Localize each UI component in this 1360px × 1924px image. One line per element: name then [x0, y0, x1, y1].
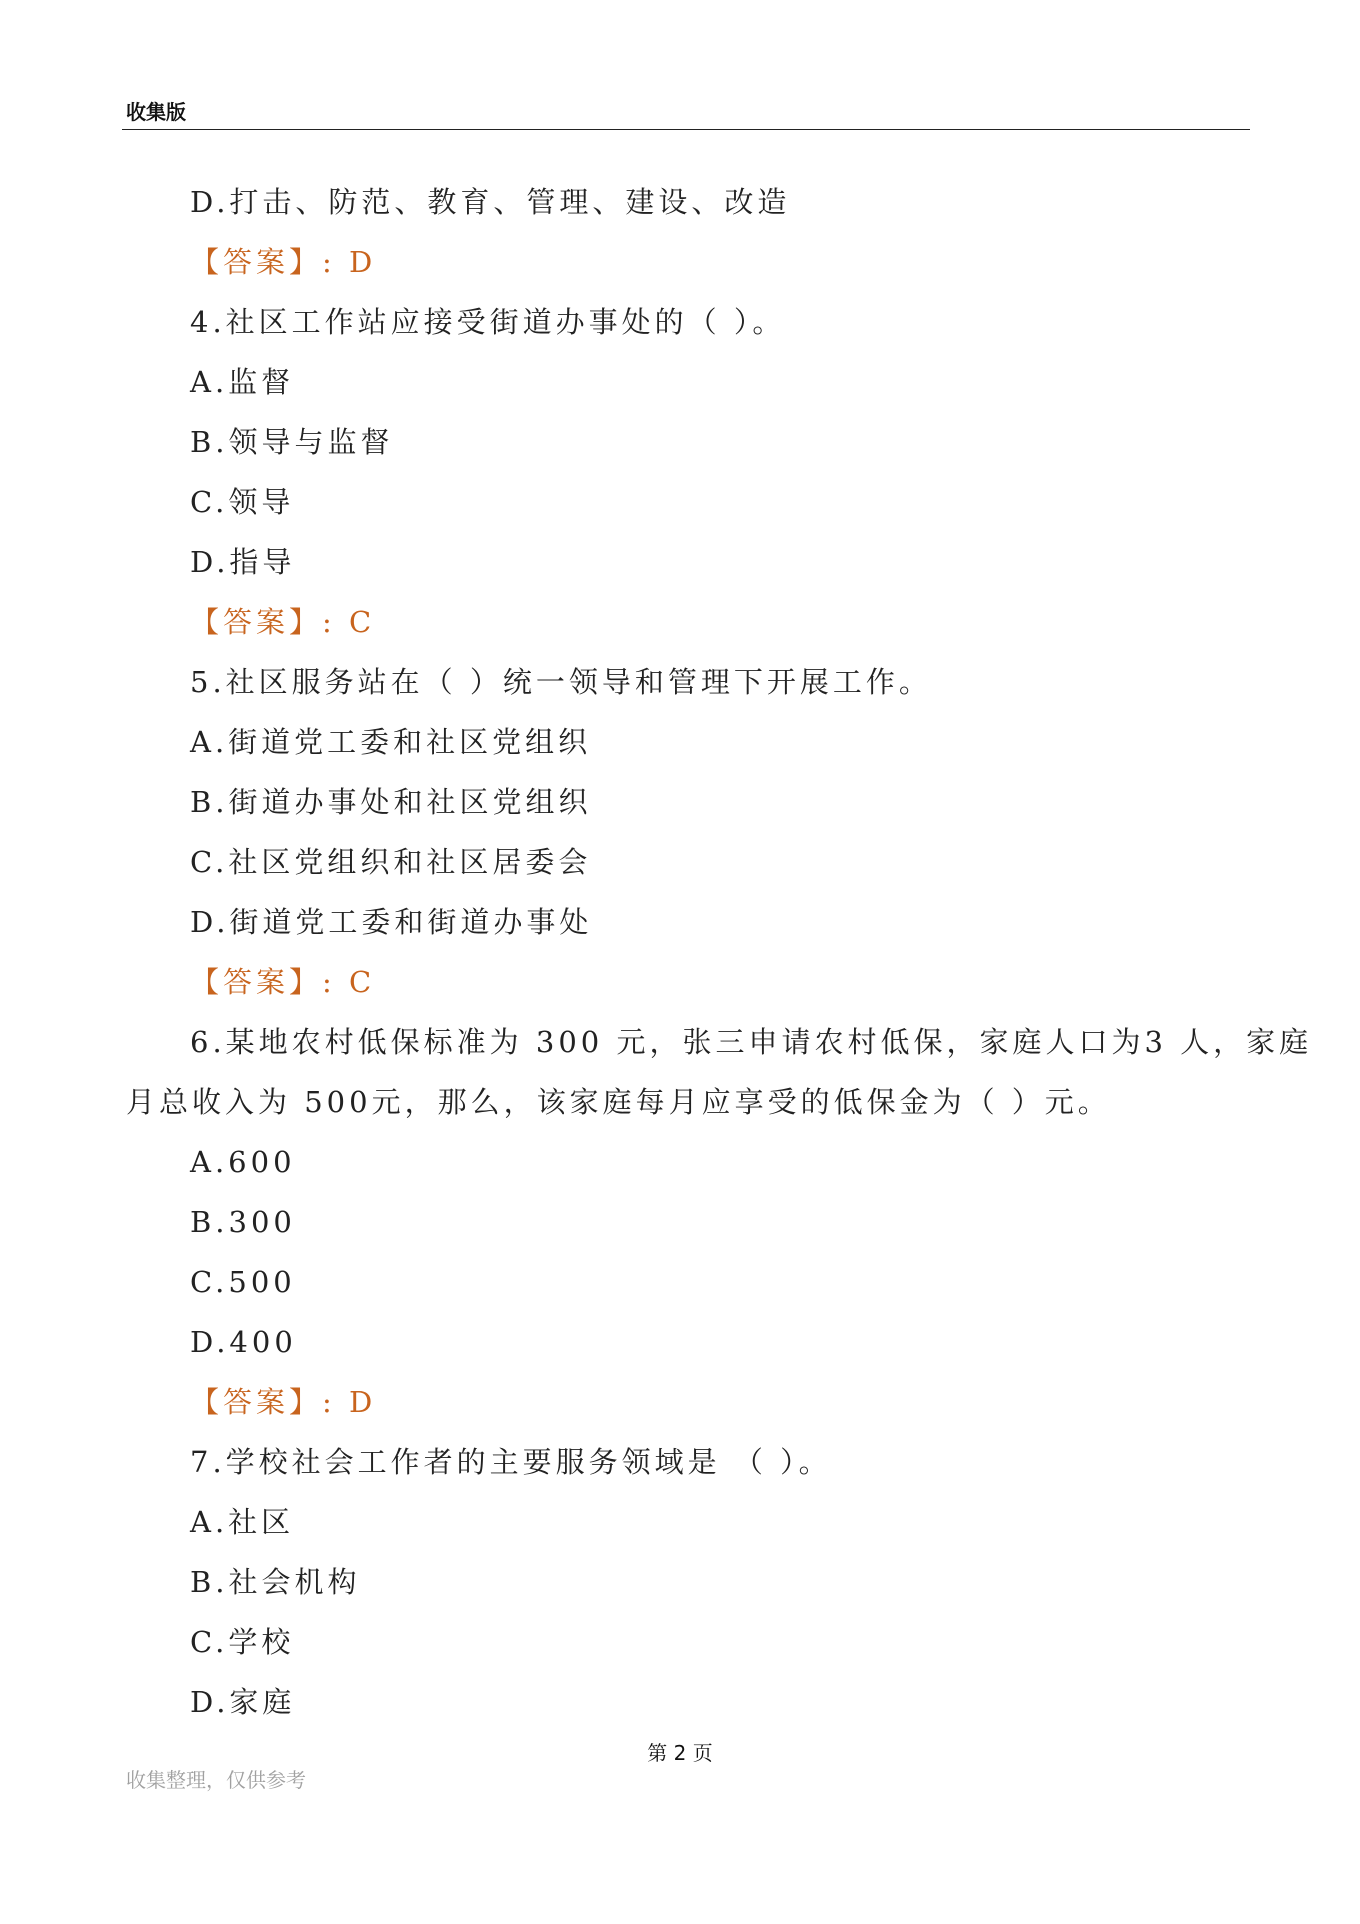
option-line: B.街道办事处和社区党组织	[190, 785, 592, 819]
option-line: B.领导与监督	[190, 425, 394, 459]
option-line: A.社区	[190, 1505, 295, 1539]
option-line: D.街道党工委和街道办事处	[190, 905, 593, 939]
option-line: A.监督	[190, 365, 295, 399]
page-number: 第 2 页	[647, 1741, 713, 1765]
option-line: B.300	[190, 1205, 296, 1239]
option-line: D.打击、防范、教育、管理、建设、改造	[190, 185, 791, 219]
option-line: C.500	[190, 1265, 296, 1299]
answer-line: 【答案】: D	[190, 1385, 377, 1419]
option-line: C.领导	[190, 485, 295, 519]
document-body	[126, 172, 1313, 1732]
option-line: A.街道党工委和社区党组织	[190, 725, 592, 759]
answer-line: 【答案】: C	[190, 605, 376, 639]
option-line: D.400	[190, 1325, 297, 1359]
option-line: C.学校	[190, 1625, 295, 1659]
question-line: 5.社区服务站在（ ）统一领导和管理下开展工作。	[190, 665, 932, 699]
option-line: B.社会机构	[190, 1565, 361, 1599]
question-line: 4.社区工作站应接受街道办事处的（ ）。	[190, 305, 786, 339]
question-line: 6.某地农村低保标准为 300 元，张三申请农村低保，家庭人口为3 人，家庭	[190, 1025, 1313, 1059]
option-line: D.家庭	[190, 1685, 296, 1719]
page-header-title: 收集版	[126, 100, 186, 124]
option-line: D.指导	[190, 545, 296, 579]
header-divider	[122, 129, 1250, 130]
answer-line: 【答案】: C	[190, 965, 376, 999]
question-line: 7.学校社会工作者的主要服务领域是 （ ）。	[190, 1445, 832, 1479]
question-continuation-line: 月总收入为 500元，那么，该家庭每月应享受的低保金为（ ）元。	[126, 1085, 1111, 1119]
answer-line: 【答案】: D	[190, 245, 377, 279]
footer-note: 收集整理，仅供参考	[126, 1768, 306, 1792]
option-line: A.600	[190, 1145, 296, 1179]
option-line: C.社区党组织和社区居委会	[190, 845, 592, 879]
